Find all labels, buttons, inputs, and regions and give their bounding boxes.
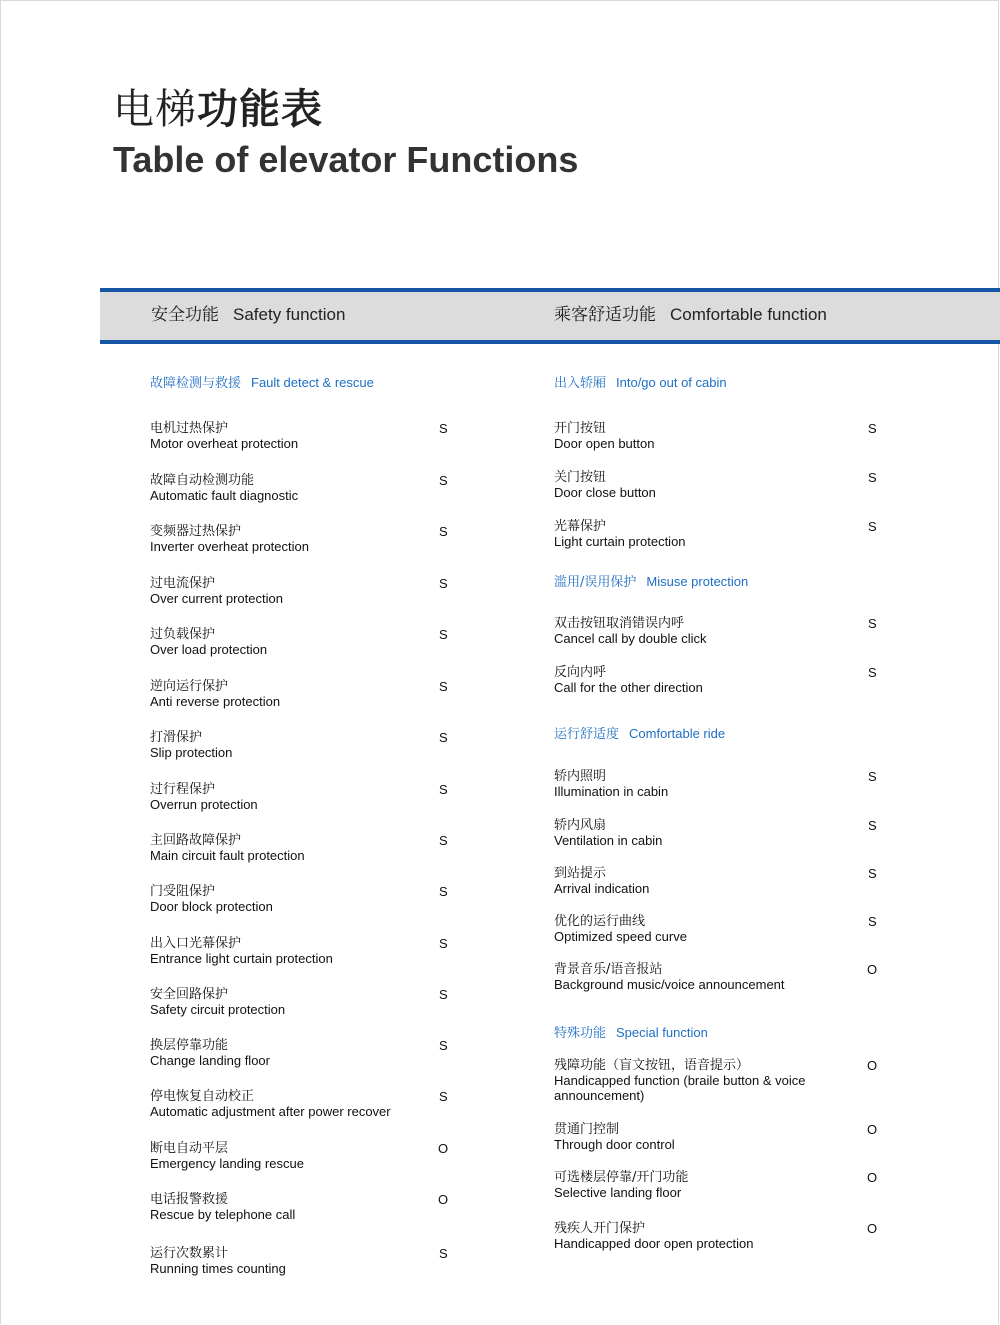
item-cn: 安全回路保护 [150, 987, 229, 1002]
item-en: Handicapped door open protection [554, 1236, 754, 1251]
item-en: Door close button [554, 485, 656, 500]
function-item [150, 1038, 270, 1068]
function-item [554, 914, 687, 944]
function-item [554, 866, 649, 896]
item-en: Arrival indication [554, 881, 650, 896]
function-item [554, 421, 654, 451]
title-cn-bold: 功能表 [197, 85, 323, 133]
availability-mark: S [439, 833, 448, 848]
section-heading-cn: 特殊功能 [554, 1026, 607, 1041]
availability-mark: O [867, 1058, 878, 1073]
item-en: Rescue by telephone call [150, 1207, 296, 1222]
item-cn: 电机过热保护 [150, 421, 229, 436]
band-header-safety-en: Safety function [233, 305, 346, 324]
function-item [554, 616, 706, 646]
item-en: Change landing floor [150, 1053, 270, 1068]
function-item [150, 833, 305, 863]
page-title-en: Table of elevator Functions [113, 139, 579, 180]
band-header-comfort-cn: 乘客舒适功能 [554, 305, 656, 325]
availability-mark: S [868, 665, 877, 680]
page-title-cn [113, 84, 323, 134]
function-item [150, 1141, 304, 1171]
item-cn: 到站提示 [554, 866, 607, 881]
function-item [554, 1170, 688, 1200]
availability-mark: S [868, 519, 877, 534]
availability-mark: S [439, 782, 448, 797]
section-heading-cn: 滥用/误用保护 [554, 575, 637, 590]
item-en: Illumination in cabin [554, 784, 669, 799]
item-en: Automatic adjustment after power recover [150, 1104, 391, 1119]
availability-mark: S [439, 576, 448, 591]
item-cn: 逆向运行保护 [150, 679, 229, 694]
item-en: Over current protection [150, 591, 283, 606]
item-cn: 电话报警救援 [150, 1192, 229, 1207]
item-cn: 双击按钮取消错误内呼 [554, 616, 685, 631]
availability-mark: O [867, 1170, 878, 1185]
function-item [554, 519, 686, 549]
item-cn: 残障功能（盲文按钮，语音提示） [554, 1058, 750, 1073]
availability-mark: S [439, 730, 448, 745]
function-item [150, 1192, 295, 1222]
band-header-comfort [554, 303, 827, 327]
item-cn: 停电恢复自动校正 [150, 1089, 255, 1104]
function-item [150, 782, 258, 812]
function-item [150, 1246, 286, 1276]
item-en: Anti reverse protection [150, 694, 281, 709]
availability-mark: S [439, 1038, 448, 1053]
function-item [150, 884, 273, 914]
band-header-comfort-en: Comfortable function [670, 305, 827, 324]
function-item [554, 769, 668, 799]
availability-mark: S [868, 866, 877, 881]
function-item [150, 421, 298, 451]
section-heading-special [554, 1024, 708, 1043]
function-item [150, 524, 309, 554]
function-item [150, 576, 283, 606]
item-en: Door block protection [150, 899, 273, 914]
item-cn: 光幕保护 [554, 519, 607, 534]
function-item [554, 470, 656, 500]
availability-mark: O [438, 1192, 449, 1207]
function-item [150, 627, 267, 657]
availability-mark: O [438, 1141, 449, 1156]
band-header-safety-cn: 安全功能 [151, 305, 219, 325]
function-item [554, 1122, 675, 1152]
item-en: Inverter overheat protection [150, 539, 309, 554]
availability-mark: S [868, 421, 877, 436]
function-item [150, 936, 333, 966]
function-item [554, 665, 703, 695]
item-en: Slip protection [150, 745, 233, 760]
item-cn: 故障自动检测功能 [150, 473, 255, 488]
item-en: Main circuit fault protection [150, 848, 305, 863]
item-en: Through door control [554, 1137, 675, 1152]
section-heading-misuse [554, 573, 748, 592]
item-en: Overrun protection [150, 797, 258, 812]
section-heading-fault-detect [150, 374, 374, 393]
section-heading-en: Into/go out of cabin [616, 375, 727, 390]
function-item [150, 987, 285, 1017]
availability-mark: S [868, 769, 877, 784]
item-cn: 过负载保护 [150, 627, 216, 642]
item-en: Light curtain protection [554, 534, 686, 549]
function-item [150, 679, 280, 709]
item-en: Call for the other direction [554, 680, 703, 695]
item-cn: 贯通门控制 [554, 1122, 620, 1137]
function-item [150, 473, 298, 503]
section-heading-cn: 运行舒适度 [554, 727, 620, 742]
section-heading-comfortable-ride [554, 725, 725, 744]
item-cn: 门受阻保护 [150, 884, 216, 899]
item-en: Door open button [554, 436, 655, 451]
section-heading-en: Misuse protection [646, 574, 749, 589]
function-item [554, 962, 785, 992]
item-cn: 换层停靠功能 [150, 1038, 229, 1053]
section-heading-into-cabin [554, 374, 727, 393]
item-cn: 出入口光幕保护 [150, 936, 242, 951]
item-cn: 开门按钮 [554, 421, 607, 436]
availability-mark: S [868, 470, 877, 485]
item-en: Handicapped function (braile button & voice announcement) [554, 1073, 806, 1103]
item-cn: 背景音乐/语音报站 [554, 962, 663, 977]
availability-mark: S [439, 1246, 448, 1261]
availability-mark: O [867, 962, 878, 977]
item-cn: 可选楼层停靠/开门功能 [554, 1170, 689, 1185]
availability-mark: S [439, 524, 448, 539]
item-cn: 变频器过热保护 [150, 524, 242, 539]
availability-mark: S [868, 616, 877, 631]
item-en: Emergency landing rescue [150, 1156, 304, 1171]
item-cn: 运行次数累计 [150, 1246, 229, 1261]
availability-mark: S [439, 1089, 448, 1104]
section-heading-en: Comfortable ride [629, 726, 726, 741]
function-item [150, 1089, 391, 1119]
item-en: Cancel call by double click [554, 631, 707, 646]
function-item [554, 1221, 753, 1251]
availability-mark: O [867, 1122, 878, 1137]
section-heading-en: Special function [616, 1025, 708, 1040]
item-cn: 过电流保护 [150, 576, 216, 591]
item-cn: 断电自动平层 [150, 1141, 229, 1156]
availability-mark: S [439, 936, 448, 951]
item-en: Ventilation in cabin [554, 833, 663, 848]
availability-mark: S [439, 884, 448, 899]
function-item [554, 1058, 844, 1103]
item-en: Running times counting [150, 1261, 286, 1276]
item-en: Over load protection [150, 642, 268, 657]
section-heading-en: Fault detect & rescue [251, 375, 374, 390]
availability-mark: S [439, 679, 448, 694]
section-heading-cn: 出入轿厢 [554, 376, 607, 391]
item-cn: 轿内风扇 [554, 818, 607, 833]
function-item [150, 730, 232, 760]
item-cn: 打滑保护 [150, 730, 203, 745]
item-en: Motor overheat protection [150, 436, 299, 451]
section-heading-cn: 故障检测与救援 [150, 376, 242, 391]
item-en: Optimized speed curve [554, 929, 687, 944]
availability-mark: S [439, 627, 448, 642]
item-cn: 轿内照明 [554, 769, 607, 784]
availability-mark: S [868, 818, 877, 833]
item-cn: 过行程保护 [150, 782, 216, 797]
item-cn: 残疾人开门保护 [554, 1221, 646, 1236]
availability-mark: S [439, 473, 448, 488]
availability-mark: S [439, 421, 448, 436]
availability-mark: S [868, 914, 877, 929]
item-en: Safety circuit protection [150, 1002, 286, 1017]
item-en: Selective landing floor [554, 1185, 682, 1200]
item-cn: 优化的运行曲线 [554, 914, 646, 929]
title-cn-light: 电梯 [113, 85, 197, 133]
function-item [554, 818, 662, 848]
item-en: Entrance light curtain protection [150, 951, 333, 966]
band-header-safety [151, 303, 345, 327]
item-en: Background music/voice announcement [554, 977, 785, 992]
item-en: Automatic fault diagnostic [150, 488, 299, 503]
item-cn: 反向内呼 [554, 665, 607, 680]
item-cn: 关门按钮 [554, 470, 607, 485]
item-cn: 主回路故障保护 [150, 833, 242, 848]
availability-mark: S [439, 987, 448, 1002]
availability-mark: O [867, 1221, 878, 1236]
